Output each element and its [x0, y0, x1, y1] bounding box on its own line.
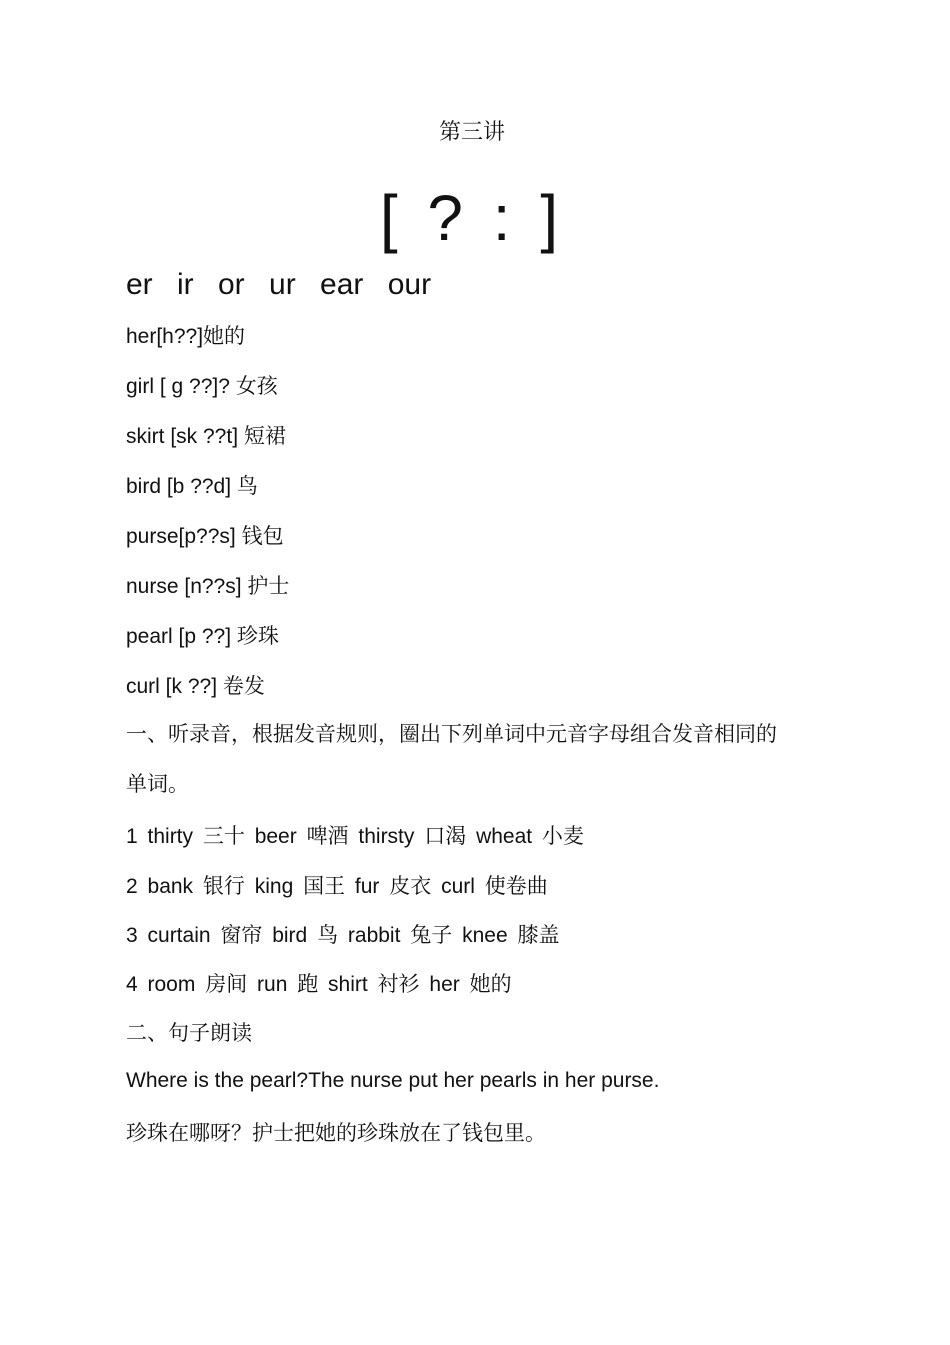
vocab-item: bird [b ??d] 鸟: [126, 475, 258, 498]
vocab-item: nurse [n??s] 护士: [126, 575, 290, 598]
phoneme-symbol: [ ? : ]: [379, 182, 565, 254]
section-1-heading: 一、听录音，根据发音规则，圈出下列单词中元音字母组合发音相同的: [126, 723, 777, 746]
vocab-item: purse[p??s] 钱包: [126, 525, 284, 548]
exercise-row: 4 room 房间 run 跑 shirt 衬衫 her 她的: [126, 973, 512, 996]
exercise-row: 2 bank 银行 king 国王 fur 皮衣 curl 使卷曲: [126, 875, 548, 898]
section-1-heading-continued: 单词。: [126, 773, 189, 796]
spelling-patterns: er ir or ur ear our: [126, 268, 432, 301]
lesson-title: 第三讲: [438, 119, 505, 144]
sentence-chinese: 珍珠在哪呀？护士把她的珍珠放在了钱包里。: [126, 1122, 546, 1145]
sentence-english: Where is the pearl?The nurse put her pearls in her purse.: [126, 1069, 660, 1092]
vocab-item: her[h??]她的: [126, 325, 246, 348]
vocab-item: girl [ g ??]? 女孩: [126, 375, 278, 398]
exercise-row: 1 thirty 三十 beer 啤酒 thirsty 口渴 wheat 小麦: [126, 825, 584, 848]
exercise-row: 3 curtain 窗帘 bird 鸟 rabbit 兔子 knee 膝盖: [126, 924, 560, 947]
vocab-item: pearl [p ??] 珍珠: [126, 625, 279, 648]
section-2-heading: 二、句子朗读: [126, 1022, 252, 1045]
vocab-item: skirt [sk ??t] 短裙: [126, 425, 286, 448]
vocab-item: curl [k ??] 卷发: [126, 675, 265, 698]
